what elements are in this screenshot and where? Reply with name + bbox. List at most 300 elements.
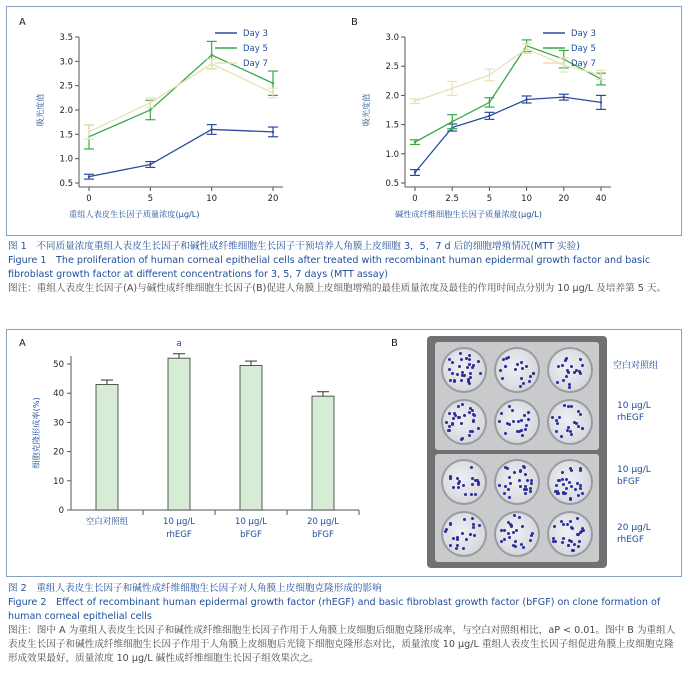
figure2-caption xyxy=(8,582,680,666)
photo-label-rhegf-20 xyxy=(617,522,651,546)
legend-label: Day 7 xyxy=(571,59,596,69)
colony-dot xyxy=(465,357,468,360)
y-tick-label: 2.5 xyxy=(385,62,399,73)
colony-dot xyxy=(471,366,474,369)
colony-dot xyxy=(456,544,459,547)
colony-dot xyxy=(503,529,506,532)
colony-dot xyxy=(463,518,466,521)
bar xyxy=(168,358,190,510)
colony-dot xyxy=(514,540,517,543)
colony-dot xyxy=(448,368,451,371)
bar xyxy=(96,384,118,510)
colony-dot xyxy=(575,369,578,372)
colony-dot xyxy=(526,479,529,482)
x-tick-label: 0 xyxy=(412,194,418,204)
colony-dot xyxy=(581,492,584,495)
colony-dot xyxy=(461,437,464,440)
colony-dot xyxy=(513,471,516,474)
colony-dot xyxy=(524,473,527,476)
data-point xyxy=(451,120,453,122)
y-tick-label: 2.5 xyxy=(59,81,73,92)
colony-dot xyxy=(525,365,528,368)
colony-dot xyxy=(579,487,582,490)
colony-dot xyxy=(551,416,554,419)
figure2-panel xyxy=(6,329,682,577)
y-tick-label: 2.0 xyxy=(385,91,399,102)
colony-dot xyxy=(460,379,463,382)
data-point xyxy=(272,82,274,84)
data-point xyxy=(600,101,602,103)
y-tick-label: 40 xyxy=(53,389,64,400)
colony-dot xyxy=(579,413,582,416)
colony-dot xyxy=(527,411,530,414)
colony-dot xyxy=(569,498,572,501)
colony-dot xyxy=(520,419,523,422)
colony-dot xyxy=(562,379,565,382)
data-point xyxy=(149,163,151,165)
photo-label-line1: 10 μg/L xyxy=(617,401,651,411)
colony-dot xyxy=(532,372,535,375)
y-tick-label: 50 xyxy=(53,360,64,370)
x-tick-label: 10 xyxy=(521,194,533,204)
colony-dot xyxy=(521,525,524,528)
colony-dot xyxy=(477,360,480,363)
colony-dot xyxy=(568,539,571,542)
colony-dot xyxy=(561,541,564,544)
data-point xyxy=(414,171,416,173)
photo-label-control xyxy=(613,360,658,372)
colony-dot xyxy=(577,425,580,428)
colony-dot xyxy=(479,372,482,375)
colony-dot xyxy=(508,423,511,426)
colony-dot xyxy=(460,358,463,361)
data-point xyxy=(525,98,527,100)
data-point xyxy=(210,128,212,130)
photo-label-rhegf-10 xyxy=(617,400,651,424)
data-point xyxy=(451,87,453,89)
colony-dot xyxy=(503,538,506,541)
colony-dot xyxy=(445,421,448,424)
photo-label-line1: 10 μg/L xyxy=(617,465,651,475)
fig2-caption-en: Figure 2 Effect of recombinant human epidermal growth factor (rhEGF) and basic fibroblast growth factor (bFGF) on clone formation of human corneal epithelial cells xyxy=(8,597,661,622)
colony-dot xyxy=(561,364,564,367)
colony-dot xyxy=(457,486,460,489)
y-tick-label: 0.5 xyxy=(59,179,73,189)
colony-dot xyxy=(456,536,459,539)
culture-plate-bottom xyxy=(435,454,599,562)
colony-dot xyxy=(528,380,531,383)
colony-dot xyxy=(509,482,512,485)
colony-dot xyxy=(563,404,566,407)
colony-dot xyxy=(499,369,502,372)
colony-dot xyxy=(555,430,558,433)
data-point xyxy=(88,131,90,133)
colony-dot xyxy=(576,517,579,520)
colony-dot xyxy=(530,482,533,485)
fig1-chart-a xyxy=(7,7,337,233)
data-point xyxy=(149,102,151,104)
colony-dot xyxy=(473,534,476,537)
data-point xyxy=(414,100,416,102)
colony-dot xyxy=(520,361,523,364)
colony-dot xyxy=(579,484,582,487)
x-tick-label: 5 xyxy=(147,194,154,204)
figure1-panel xyxy=(6,6,682,236)
colony-dot xyxy=(578,540,581,543)
culture-well xyxy=(441,399,487,445)
colony-dot xyxy=(449,544,452,547)
culture-well xyxy=(494,511,540,557)
photo-label-line2: rhEGF xyxy=(617,535,645,545)
colony-dot xyxy=(463,414,466,417)
colony-dot xyxy=(519,470,522,473)
fig1-chart-b xyxy=(339,7,679,233)
data-point xyxy=(210,63,212,65)
colony-dot xyxy=(465,538,468,541)
colony-dot xyxy=(504,365,507,368)
colony-dot xyxy=(581,364,584,367)
colony-dot xyxy=(557,365,560,368)
colony-dot xyxy=(449,523,452,526)
colony-dot xyxy=(579,372,582,375)
fig1-caption-en: Figure 1 The proliferation of human corneal epithelial cells after treated with recombinant human epidermal growth factor and basic fibroblast growth factor at different concentrations for 3, 5, 7 days (MTT assay) xyxy=(8,255,651,280)
colony-dot xyxy=(471,483,474,486)
legend-label: Day 5 xyxy=(571,44,596,54)
colony-dot xyxy=(518,479,521,482)
colony-dot xyxy=(562,492,565,495)
colony-dot xyxy=(478,524,481,527)
culture-well xyxy=(441,347,487,393)
fig2-note: 图注：图中 A 为重组人表皮生长因子和碱性成纤维细胞生长因子作用于人角膜上皮细胞后细胞克隆形成率，与空白对照组相比，aP < 0.01。图中 B 为重组人表皮生长因子和碱性成纤维细胞生长因子作用于人角膜上皮细胞后光镜下细胞克隆形态对比，质量浓度 10 μg/L 重组人表皮生长因子组促进角膜上皮细胞克隆形成效果最好，质量浓度 10 μg/L 碱性成纤维细胞生长因子组效果次之。 xyxy=(8,625,676,664)
x-tick-label: 0 xyxy=(86,194,92,204)
colony-dot xyxy=(500,540,503,543)
colony-dot xyxy=(558,479,561,482)
colony-dot xyxy=(468,363,471,366)
colony-dot xyxy=(561,478,564,481)
colony-dot xyxy=(451,361,454,364)
colony-dot xyxy=(562,523,565,526)
colony-dot xyxy=(519,385,522,388)
colony-dot xyxy=(498,420,501,423)
x-tick-label: 20 xyxy=(558,194,570,204)
colony-dot xyxy=(556,381,559,384)
colony-dot xyxy=(581,527,584,530)
colony-dot xyxy=(519,485,522,488)
culture-well xyxy=(547,399,593,445)
colony-dot xyxy=(523,414,526,417)
colony-dot xyxy=(462,547,465,550)
colony-dot xyxy=(527,418,530,421)
colony-dot xyxy=(520,377,523,380)
colony-dot xyxy=(570,365,573,368)
y-tick-label: 3.0 xyxy=(385,33,399,43)
colony-dot xyxy=(453,379,456,382)
photo-label-bfgf-10 xyxy=(617,464,651,488)
colony-dot xyxy=(512,420,515,423)
y-tick-label: 3.0 xyxy=(59,57,73,68)
colony-dot xyxy=(468,434,471,437)
y-tick-label: 0 xyxy=(58,506,64,516)
fig1-caption-zh: 图 1 不同质量浓度重组人表皮生长因子和碱性成纤维细胞生长因子干预培养人角膜上皮细胞 3，5，7 d 后的细胞增殖情况(MTT 实验) xyxy=(8,241,580,252)
colony-dot xyxy=(564,359,567,362)
culture-well xyxy=(547,459,593,505)
panel-label: A xyxy=(19,17,26,28)
colony-dot xyxy=(522,382,525,385)
culture-well xyxy=(547,347,593,393)
x-axis-title: 重组人表皮生长因子质量浓度(μg/L) xyxy=(69,209,200,219)
colony-dot xyxy=(524,428,527,431)
colony-dot xyxy=(565,375,568,378)
x-tick-label: 10 xyxy=(206,194,218,204)
culture-well xyxy=(441,511,487,557)
colony-dot xyxy=(461,403,464,406)
colony-dot xyxy=(571,527,574,530)
colony-dot xyxy=(468,411,471,414)
data-point xyxy=(563,64,565,66)
culture-well xyxy=(441,459,487,505)
colony-dot xyxy=(477,427,480,430)
data-point xyxy=(488,115,490,117)
colony-dot xyxy=(568,386,571,389)
colony-dot xyxy=(468,382,471,385)
colony-dot xyxy=(472,523,475,526)
colony-dot xyxy=(569,467,572,470)
colony-dot xyxy=(574,488,577,491)
y-tick-label: 3.5 xyxy=(59,33,73,43)
colony-dot xyxy=(522,546,525,549)
legend-label: Day 3 xyxy=(243,29,268,39)
y-axis-title: 细胞克隆形成率(%) xyxy=(31,397,41,469)
x-tick-label: 空白对照组 xyxy=(85,517,129,527)
culture-well xyxy=(494,459,540,505)
data-point xyxy=(272,92,274,94)
colony-dot xyxy=(456,373,459,376)
colony-dot xyxy=(472,526,475,529)
colony-dot xyxy=(498,484,501,487)
legend-label: Day 7 xyxy=(243,59,268,69)
colony-dot xyxy=(581,427,584,430)
colony-dot xyxy=(507,488,510,491)
colony-dot xyxy=(504,432,507,435)
colony-dot xyxy=(570,433,573,436)
colony-dot xyxy=(503,492,506,495)
y-axis-title: 吸光度值 xyxy=(35,93,45,127)
colony-dot xyxy=(508,405,511,408)
colony-dot xyxy=(521,434,524,437)
colony-dot xyxy=(525,424,528,427)
colony-dot xyxy=(460,422,463,425)
colony-dot xyxy=(466,366,469,369)
x-tick-label: 20 xyxy=(267,194,279,204)
data-point xyxy=(525,47,527,49)
y-tick-label: 10 xyxy=(53,476,64,487)
colony-dot xyxy=(457,482,460,485)
photo-label-line1: 空白对照组 xyxy=(613,361,659,371)
data-point xyxy=(488,101,490,103)
colony-dot xyxy=(514,368,517,371)
culture-well xyxy=(494,399,540,445)
colony-dot xyxy=(565,487,568,490)
figure1-caption xyxy=(8,240,680,296)
colony-dot xyxy=(577,494,580,497)
legend-label: Day 5 xyxy=(243,44,268,54)
colony-dot xyxy=(529,375,532,378)
colony-dot xyxy=(579,531,582,534)
colony-dot xyxy=(452,417,455,420)
x-tick-label: 20 μg/L xyxy=(307,517,339,527)
colony-dot xyxy=(570,405,573,408)
x-tick-label: rhEGF xyxy=(166,530,192,540)
colony-dot xyxy=(452,486,455,489)
bar xyxy=(312,396,334,510)
colony-dot xyxy=(449,379,452,382)
colony-dot xyxy=(470,493,473,496)
significance-mark: a xyxy=(176,338,182,349)
colony-dot xyxy=(468,354,471,357)
colony-dot xyxy=(457,405,460,408)
colony-dot xyxy=(471,517,474,520)
fig2-chart-a xyxy=(7,330,377,574)
colony-dot xyxy=(557,492,560,495)
colony-plate-photo xyxy=(427,336,607,568)
colony-dot xyxy=(562,537,565,540)
series-line xyxy=(415,97,601,172)
colony-dot xyxy=(449,477,452,480)
panel-label: B xyxy=(351,17,358,28)
colony-dot xyxy=(562,483,565,486)
colony-dot xyxy=(511,409,514,412)
colony-dot xyxy=(507,532,510,535)
colony-dot xyxy=(470,466,473,469)
colony-dot xyxy=(455,547,458,550)
colony-dot xyxy=(508,496,511,499)
y-axis-title: 吸光度值 xyxy=(361,93,371,127)
colony-dot xyxy=(513,514,516,517)
fig1-note: 图注：重组人表皮生长因子(A)与碱性成纤维细胞生长因子(B)促进人角膜上皮细胞增殖的最佳质量浓度及最佳的作用时间点分别为 10 μg/L 及培养第 5 天。 xyxy=(8,283,667,294)
colony-dot xyxy=(560,435,563,438)
colony-dot xyxy=(569,520,572,523)
colony-dot xyxy=(471,430,474,433)
colony-dot xyxy=(461,532,464,535)
colony-dot xyxy=(529,539,532,542)
data-point xyxy=(272,131,274,133)
colony-dot xyxy=(566,523,569,526)
y-tick-label: 2.0 xyxy=(59,106,73,116)
photo-label-line2: rhEGF xyxy=(617,413,645,423)
photo-label-line1: 20 μg/L xyxy=(617,523,651,533)
data-point xyxy=(600,74,602,76)
colony-dot xyxy=(573,543,576,546)
x-tick-label: 40 xyxy=(595,194,607,204)
colony-dot xyxy=(500,412,503,415)
colony-dot xyxy=(531,532,534,535)
colony-dot xyxy=(477,483,480,486)
y-tick-label: 30 xyxy=(53,418,64,429)
culture-plate-top xyxy=(435,342,599,450)
bar xyxy=(240,365,262,510)
colony-dot xyxy=(553,525,556,528)
colony-dot xyxy=(516,363,519,366)
x-axis-title: 碱性成纤维细胞生长因子质量浓度(μg/L) xyxy=(395,209,542,219)
colony-dot xyxy=(518,516,521,519)
x-tick-label: bFGF xyxy=(312,530,334,540)
colony-dot xyxy=(555,484,558,487)
y-tick-label: 1.5 xyxy=(385,120,399,131)
x-tick-label: bFGF xyxy=(240,530,262,540)
colony-dot xyxy=(567,544,570,547)
legend-label: Day 3 xyxy=(571,29,596,39)
colony-dot xyxy=(561,471,564,474)
colony-dot xyxy=(570,485,573,488)
colony-dot xyxy=(448,412,451,415)
fig2-caption-zh: 图 2 重组人表皮生长因子和碱性成纤维细胞生长因子对人角膜上皮细胞克隆形成的影响 xyxy=(8,583,382,594)
colony-dot xyxy=(464,493,467,496)
colony-dot xyxy=(510,525,513,528)
series-line xyxy=(89,129,273,176)
y-tick-label: 20 xyxy=(53,447,64,458)
x-tick-label: 10 μg/L xyxy=(163,517,195,527)
colony-dot xyxy=(501,377,504,380)
colony-dot xyxy=(556,422,559,425)
colony-dot xyxy=(469,533,472,536)
colony-dot xyxy=(507,356,510,359)
colony-dot xyxy=(452,537,455,540)
colony-dot xyxy=(474,479,477,482)
fig2-panel-b-label: B xyxy=(391,338,398,349)
colony-dot xyxy=(461,371,464,374)
colony-dot xyxy=(458,365,461,368)
y-tick-label: 0.5 xyxy=(385,179,399,189)
colony-dot xyxy=(520,429,523,432)
y-tick-label: 1.0 xyxy=(59,154,73,165)
data-point xyxy=(563,96,565,98)
colony-dot xyxy=(508,476,511,479)
colony-dot xyxy=(458,416,461,419)
colony-dot xyxy=(468,358,471,361)
colony-dot xyxy=(577,545,580,548)
data-point xyxy=(488,74,490,76)
x-tick-label: 10 μg/L xyxy=(235,517,267,527)
x-tick-label: 2.5 xyxy=(445,194,459,204)
colony-dot xyxy=(515,529,518,532)
colony-dot xyxy=(447,429,450,432)
colony-dot xyxy=(462,484,465,487)
colony-dot xyxy=(508,536,511,539)
x-tick-label: 5 xyxy=(486,194,493,204)
data-point xyxy=(414,141,416,143)
colony-dot xyxy=(579,358,582,361)
colony-dot xyxy=(459,352,462,355)
colony-dot xyxy=(521,367,524,370)
colony-dot xyxy=(567,371,570,374)
data-point xyxy=(149,109,151,111)
y-tick-label: 1.0 xyxy=(385,149,399,160)
photo-label-line2: bFGF xyxy=(617,477,641,487)
colony-dot xyxy=(451,372,454,375)
colony-dot xyxy=(568,481,571,484)
y-tick-label: 1.5 xyxy=(59,130,73,141)
colony-dot xyxy=(529,490,532,493)
culture-well xyxy=(494,347,540,393)
colony-dot xyxy=(474,493,477,496)
colony-dot xyxy=(530,479,533,482)
colony-dot xyxy=(558,416,561,419)
colony-dot xyxy=(444,530,447,533)
panel-label: A xyxy=(19,338,26,349)
data-point xyxy=(88,175,90,177)
series-line xyxy=(89,64,273,132)
colony-dot xyxy=(451,423,454,426)
